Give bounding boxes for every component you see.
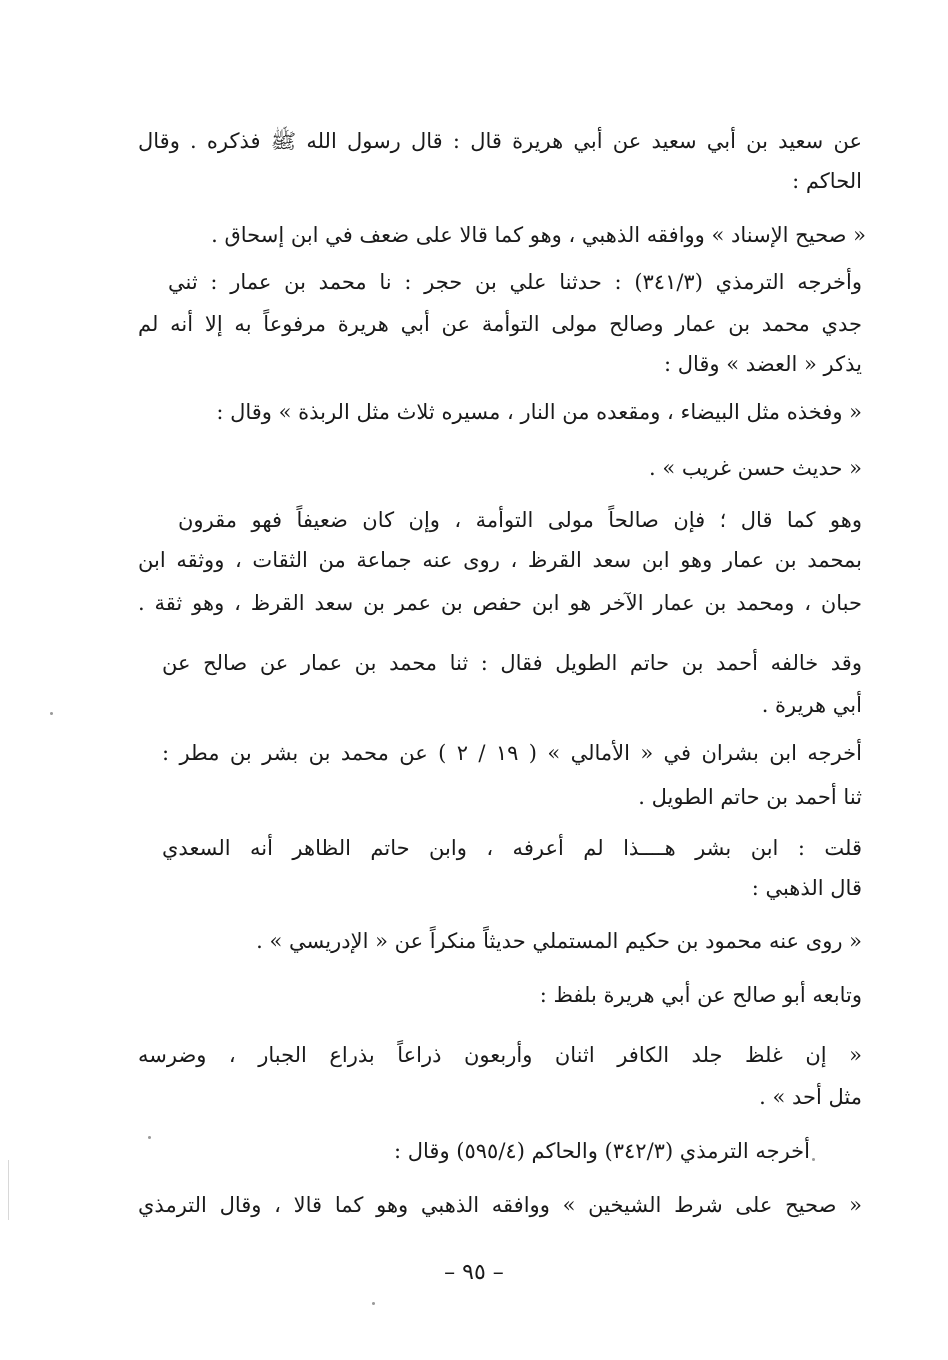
text-line-12: وقد خالفه أحمد بن حاتم الطويل فقال : ثنا محمد بن عمار عن صالح عن [162,651,862,675]
text-line-5: جدي محمد بن عمار وصالح مولى التوأمة عن أبي هريرة مرفوعاً به إلا أنه لم [138,312,862,336]
text-line-2: الحاكم : [792,169,862,193]
page-number: – ٩٥ – [444,1260,504,1285]
text-line-9: وهو كما قال ؛ فإن صالحاً مولى التوأمة ، وإن كان ضعيفاً فهو مقرون [178,508,862,532]
scan-edge-line [8,1160,9,1220]
text-line-7: « وفخذه مثل البيضاء ، ومقعده من النار ، مسيره ثلاث مثل الربذة » وقال : [216,400,862,424]
text-line-15: ثنا أحمد بن حاتم الطويل . [638,785,862,809]
scan-speck [812,1158,815,1161]
text-line-23: « صحيح على شرط الشيخين » ووافقه الذهبي وهو كما قالا ، وقال الترمذي [138,1193,862,1217]
text-line-6: يذكر « العضد » وقال : [663,352,862,376]
text-line-14: أخرجه ابن بشران في « الأمالي » ( ١٩ / ٢ ) عن محمد بن بشر بن مطر : [162,741,862,765]
text-line-8: « حديث حسن غريب » . [649,456,862,480]
text-line-16: قلت : ابن بشر هــــذا لم أعرفه ، وابن حاتم الظاهر أنه السعدي [162,836,862,860]
text-line-18: « روى عنه محمود بن حكيم المستملي حديثاً منكراً عن « الإدريسي » . [256,929,862,953]
text-line-19: وتابعه أبو صالح عن أبي هريرة بلفظ : [539,983,862,1007]
text-line-22: أخرجه الترمذي (٣٤٢/٣) والحاكم (٥٩٥/٤) وقال : [394,1139,810,1163]
text-line-13: أبي هريرة . [761,693,862,717]
document-page [138,0,866,1360]
text-line-20: « إن غلظ جلد الكافر اثنان وأربعون ذراعاً بذراع الجبار ، وضرسه [138,1043,862,1067]
text-line-1: عن سعيد بن أبي سعيد عن أبي هريرة قال : قال رسول الله ﷺ فذكره . وقال [138,129,862,153]
text-line-10: بمحمد بن عمار وهو ابن سعد القرظ ، روى عنه جماعة من الثقات ، ووثقه ابن [138,548,862,572]
scan-speck [148,1136,151,1139]
text-line-3: « صحيح الإسناد » ووافقه الذهبي ، وهو كما قالا على ضعف في ابن إسحاق . [211,223,866,247]
text-line-21: مثل أحد » . [759,1085,862,1109]
text-line-4: وأخرجه الترمذي (٣٤١/٣) : حدثنا علي بن حجر : نا محمد بن عمار : ثني [168,270,862,294]
scan-speck [372,1302,375,1305]
scan-speck [50,712,53,715]
text-line-17: قال الذهبي : [751,876,862,900]
text-line-11: حبان ، ومحمد بن عمار الآخر هو ابن حفص بن عمر بن سعد القرظ ، وهو ثقة . [138,591,862,615]
